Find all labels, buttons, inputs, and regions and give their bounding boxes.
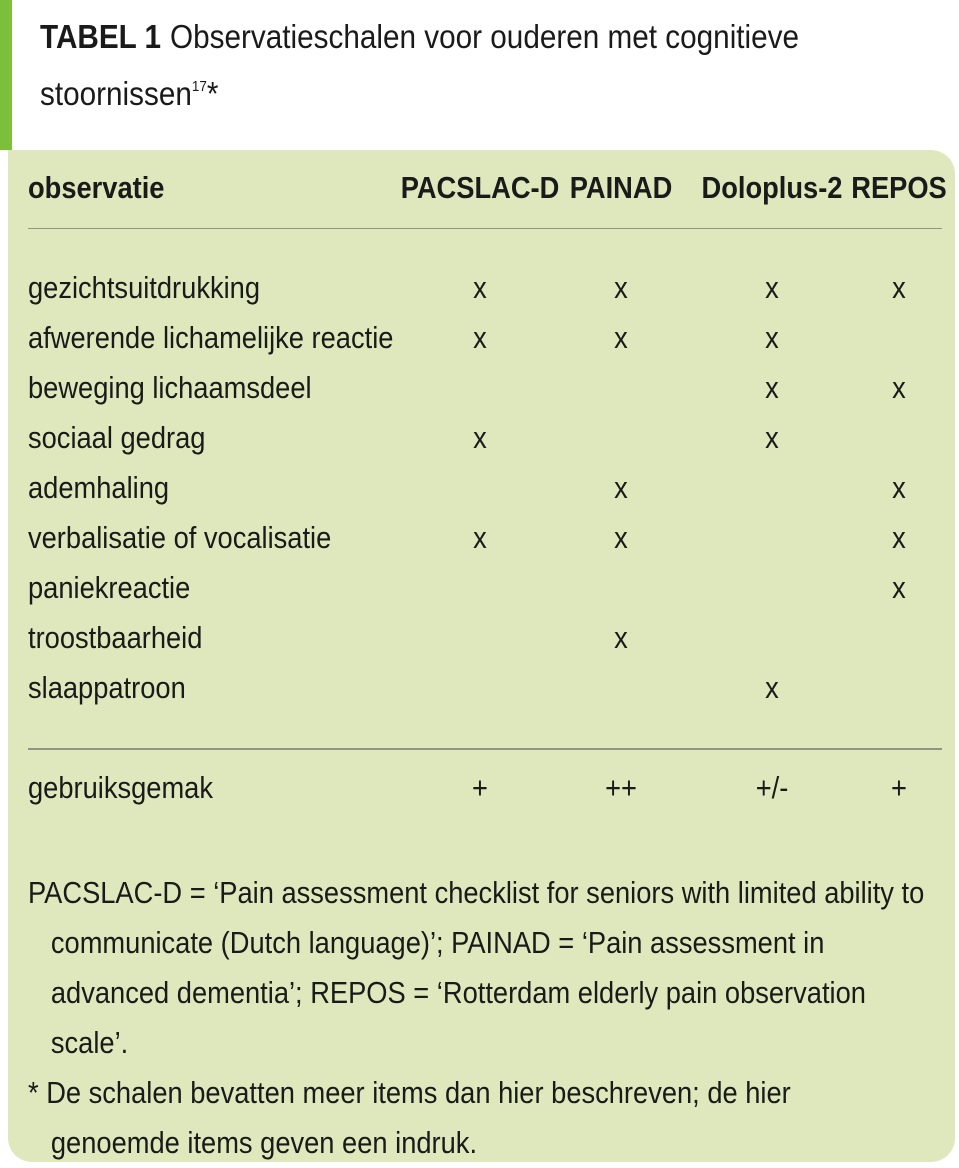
asterisk-note: * De schalen bevatten meer items dan hier beschreven; de hier genoemde items geven een indruk. (28, 1075, 791, 1160)
mark-repos: x (892, 570, 906, 605)
column-header-observatie: observatie (28, 170, 165, 205)
summary-row-label: gebruiksgemak (28, 770, 213, 805)
column-header-doloplus-2: Doloplus-2 (701, 170, 843, 205)
column-header-repos: REPOS (851, 170, 947, 205)
observation-label: ademhaling (28, 470, 170, 505)
mark-repos: x (892, 270, 906, 305)
accent-bar (0, 0, 12, 150)
header-divider (28, 228, 942, 229)
mark-pacslac-d: x (473, 420, 487, 455)
summary-mark-pacslac-d: + (472, 770, 488, 805)
abbreviation-note: PACSLAC-D = ‘Pain assessment checklist for seniors with limited ability to communicate (Dutch language)’; PAINAD = ‘Pain assessment in advanced dementia’; REPOS = ‘Rotterdam elderly pain observation scale’. (28, 875, 925, 1060)
observation-label: beweging lichaamsdeel (28, 370, 312, 405)
observation-label: sociaal gedrag (28, 420, 206, 455)
table-number: TABEL 1 (40, 18, 162, 55)
mark-repos: x (892, 520, 906, 555)
observation-label: verbalisatie of vocalisatie (28, 520, 332, 555)
mark-pacslac-d: x (473, 270, 487, 305)
mark-doloplus-2: x (765, 370, 779, 405)
table-notes (28, 868, 926, 1168)
observation-label: paniekreactie (28, 570, 191, 605)
mark-painad: x (614, 470, 628, 505)
mark-doloplus-2: x (765, 420, 779, 455)
observation-label: troostbaarheid (28, 620, 203, 655)
observation-label: slaappatroon (28, 670, 186, 705)
mark-pacslac-d: x (473, 320, 487, 355)
mark-pacslac-d: x (473, 520, 487, 555)
mark-repos: x (892, 470, 906, 505)
mark-painad: x (614, 270, 628, 305)
observation-label: gezichtsuitdrukking (28, 270, 261, 305)
mark-painad: x (614, 620, 628, 655)
mark-doloplus-2: x (765, 320, 779, 355)
column-header-painad: PAINAD (569, 170, 673, 205)
summary-divider (28, 748, 942, 750)
footnote-reference: 17 (191, 78, 207, 95)
observation-label: afwerende lichamelijke reactie (28, 320, 394, 355)
mark-painad: x (614, 320, 628, 355)
summary-mark-repos: + (891, 770, 907, 805)
table-title: Observatieschalen voor ouderen met cognitieve stoornissen (40, 18, 800, 112)
mark-doloplus-2: x (765, 270, 779, 305)
table-caption (40, 12, 850, 119)
table-panel (8, 150, 955, 1162)
summary-mark-painad: ++ (605, 770, 637, 805)
mark-repos: x (892, 370, 906, 405)
column-header-pacslac-d: PACSLAC-D (400, 170, 560, 205)
mark-painad: x (614, 520, 628, 555)
summary-mark-doloplus-2: +/- (755, 770, 789, 805)
mark-doloplus-2: x (765, 670, 779, 705)
asterisk-mark: * (206, 75, 219, 112)
